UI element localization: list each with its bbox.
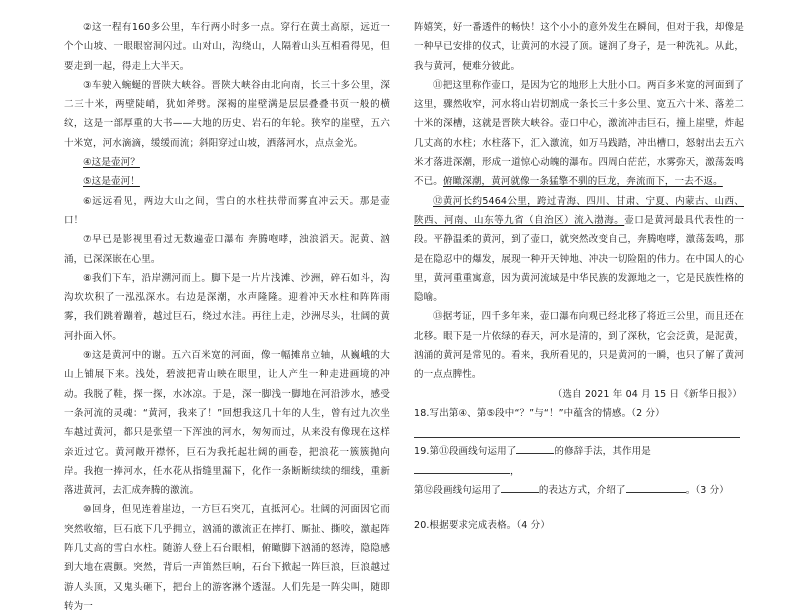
spacer [414, 500, 744, 516]
paragraph-9: ⑨这是黄河中的谢。五六百米宽的河面，像一幅摊帛立轴，从巍峨的大山上铺展下来。浅处，碧波把青山映在眼里，让人产生一种走进画境的冲动。我脱了鞋，探一探，水冰凉。于是，深一脚浅一脚地在河沿涉水，感受一条河流的灵魂：“黄河，我来了！”回想我这几十年的人生，曾有过九次坐车越过黄河，都只是张望一下浑浊的河水，匆匆而过，从来没有像现在这样亲近过它。黄河敞开襟怀，巨石为我托起壮阔的画卷，把浪花一簇簇抛向岸。我抱一捧河水，任水花从指缝里漏下，化作一条断断续续的细线，重新落进黄河，去汇成奔腾的激流。 [64, 350, 390, 497]
question-19-part-a: 19.第⑪段画线句运用了 [414, 446, 517, 458]
paragraph-5-text: ⑤这是壶河！ [83, 176, 140, 188]
question-19-line-1: 19.第⑪段画线句运用了 的修辞手法，其作用是， [414, 442, 744, 481]
question-19-part-c: 第⑫段画线句运用了 [414, 484, 501, 496]
question-19-part-b: 的修辞手法，其作用是 [554, 446, 651, 458]
question-18-answer-line[interactable] [414, 423, 740, 438]
paragraph-8: ⑧我们下车，沿岸溯河而上。脚下是一片片浅滩、沙洲，碎石如斗，沟沟坎坎积了一泓泓深水。右边是深潮，水声隆隆。迎着冲天水柱和阵阵雨雾，我们跳着蹦着，越过巨石，绕过水洼。再往上走，沙洲尽头，壮阔的黄河扑面入怀。 [64, 272, 390, 342]
paragraph-13: ⑬据考证，四千多年来，壶口瀑布向观已经北移了将近三公里，而且还在北移。眼下是一片依绿的春天，河水是清的，到了深秋，它会泛黄，是泥黄，汹涌的黄河是常见的。看来，我所看见的，只是黄河的一瞬，也只了解了黄河的一点点脾性。 [414, 311, 744, 381]
paragraph-12 [414, 192, 744, 308]
paragraph-6: ⑥远远看见，两边大山之间，雪白的水柱扶带而雾直冲云天。那是壶口！ [64, 195, 390, 226]
paragraph-11 [414, 76, 744, 192]
question-19-part-e: 。（3 分） [685, 484, 729, 496]
paragraph-11-text: ⑪把这里称作壶口，是因为它的地形上大肚小口。两百多米宽的河面到了这里，骤然收窄，河水将山岩切割成一条长三十多公里、宽五六十米、落差二十米的深槽，这就是晋陕大峡谷。壶口中心，激流冲击巨石，撞上崖壁，炸起几丈高的水柱；水柱落下，汇入激流，如万马践踏，冲出槽口，怒射出去五六米才落进深潮，形成一道惊心动魄的瀑布。四周白茫茫，水雾弥天，激荡轰鸣不已。 [414, 79, 744, 188]
paragraph-2: ②这一程有160多公里，车行两小时多一点。穿行在黄土高原，远近一个个山坡、一眼眼窑洞闪过。山对山，沟绕山，人隔着山头互相看得见，但要走到一起，得走上大半天。 [64, 22, 390, 72]
question-19-blank-4[interactable] [626, 482, 686, 493]
paragraph-3: ③车驶入蜿蜒的晋陕大峡谷。晋陕大峡谷由北向南，长三十多公里，深二三十米，两壁陡峭，犹如斧劈。深褐的崖壁满是层层叠叠书页一般的横纹，这是一部厚重的大书——大地的历史、岩石的年轮。狭窄的崖壁，五六十米宽，河水滴滴，缓缓而流；斜阳穿过山坡，洒落河水，点点金光。 [64, 79, 390, 149]
left-column [64, 18, 390, 616]
paragraph-7: ⑦早已是影视里看过无数遍壶口瀑布 奔腾咆哮，浊浪滔天。泥黄、汹涌，已深深嵌在心里。 [64, 234, 390, 265]
question-18: 18.写出第④、第⑤段中“？”与“！”中蕴含的情感。（2 分） [414, 407, 665, 419]
paragraph-10-continued: 阵嬉笑，好一番透件的畅快！这个小小的意外发生在瞬间，但对于我，却像是一种早已安排的仪式，让黄河的水浸了顶。谜润了身子，是一种洗礼。从此，我与黄河，便难分彼此。 [414, 22, 744, 72]
question-19-blank-2[interactable] [414, 463, 510, 474]
question-20: 20.根据要求完成表格。（4 分） [414, 520, 550, 532]
paragraph-11-underlined-sentence: 俯瞰深潮，黄河就像一条猛擎不驯的巨龙，奔流而下，一去不返。 [442, 176, 723, 188]
paragraph-5 [64, 172, 390, 191]
question-19-line-2 [414, 481, 744, 500]
question-19-blank-3[interactable] [501, 482, 539, 493]
question-19-part-d: 的表达方式，介绍了 [538, 484, 626, 496]
question-19-blank-1[interactable] [516, 443, 554, 454]
paragraph-4-text: ④这是壶河？ [83, 157, 140, 169]
paragraph-4 [64, 153, 390, 172]
right-column [414, 18, 744, 535]
paragraph-12-underlined-sentence: ⑫黄河长约5464公里，跨过青海、四川、甘肃、宁夏、内蒙古、山西、陕西、河南、山东等九省（自治区）流入渤海。 [414, 195, 744, 226]
paragraph-12-text: 壶口是黄河最具代表性的一段。平静温柔的黄河，到了壶口，就突然改变自己，奔腾咆哮，激荡轰鸣，那是在隐忍中的爆发，展现一种开天钟地、冲决一切险阻的伟力。在中国人的心里，黄河重重寓意，因为黄河流域是中华民族的发源地之一，它是民族性格的隐喻。 [414, 214, 744, 304]
source-citation: （选自 2021 年 04 月 15 日《新华日报》） [552, 388, 742, 400]
paragraph-10: ⑩回身，但见连着崖边，一方巨石突兀，直抵河心。壮阔的河面因它而突然收缩，巨石底下几乎拥立，汹涌的激流正在摔打、厮扯、撕咬，激起阵阵几丈高的雪白水柱。随游人登上石台眼相，俯瞰脚下汹涌的怒涛，隐隐感到大地在震颤。突然，背后一声笛然巨响，石台下掀起一阵巨浪，巨浪越过游人头顶，又鬼头砸下，把台上的游客淋个透湿。人们先是一阵尖叫，随即转为一 [64, 504, 390, 612]
